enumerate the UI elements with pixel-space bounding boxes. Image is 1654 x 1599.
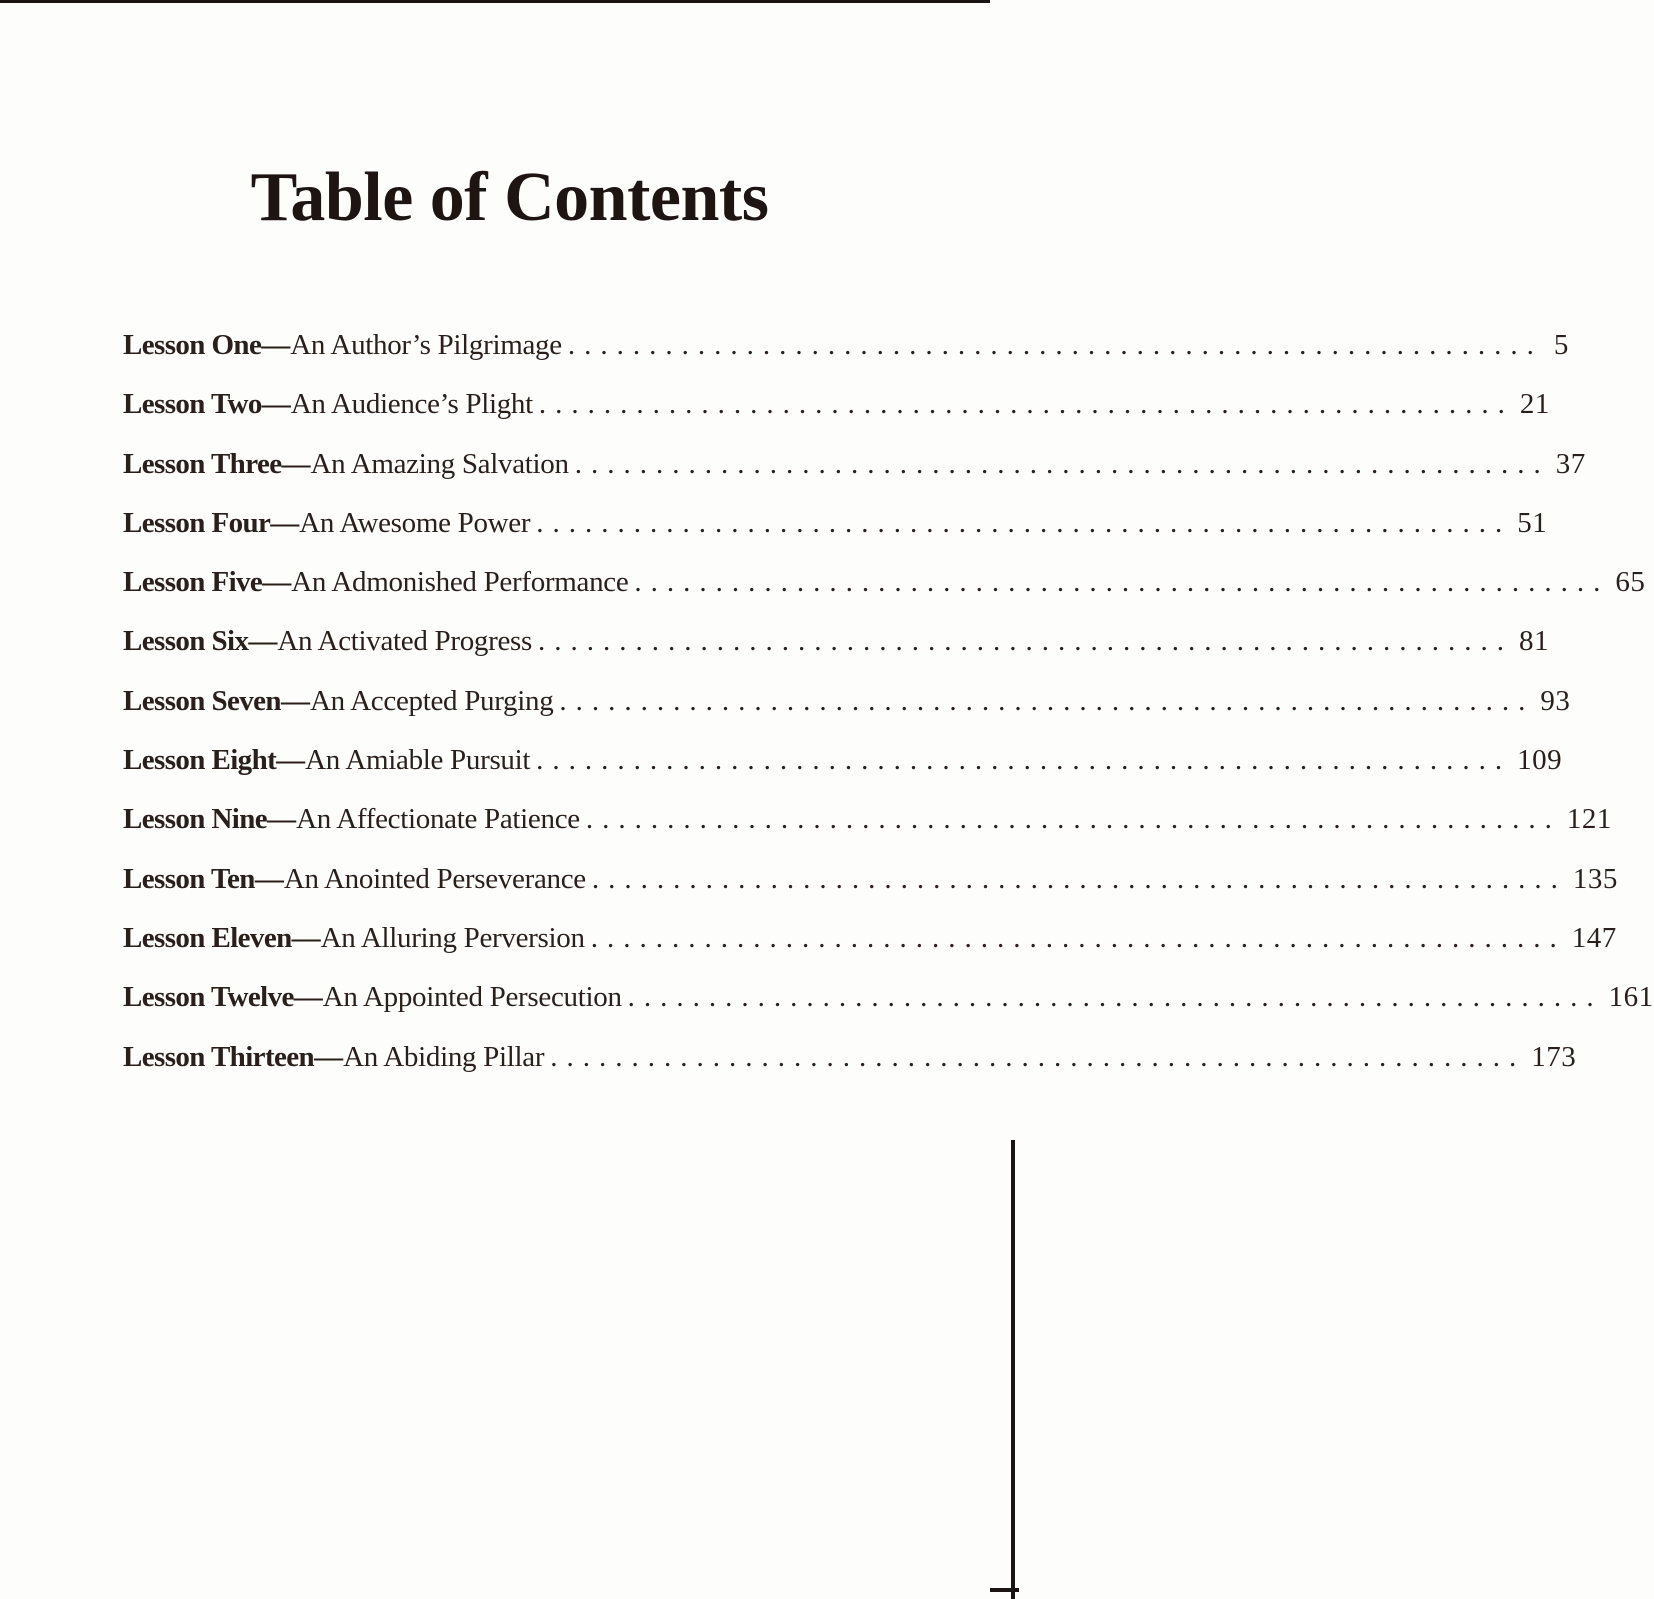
lesson-title: An Amazing Salvation xyxy=(310,447,569,480)
page-top-edge xyxy=(0,0,990,3)
lesson-title: An Alluring Perversion xyxy=(320,921,585,954)
table-of-contents xyxy=(123,329,1654,1100)
dot-leader: ............................................................ xyxy=(536,744,1512,777)
em-dash: — xyxy=(270,506,300,539)
page-number: 173 xyxy=(1531,1040,1577,1073)
dot-leader: ............................................................ xyxy=(585,803,1561,836)
em-dash: — xyxy=(314,1040,344,1073)
toc-entry xyxy=(123,684,1571,744)
em-dash: — xyxy=(248,625,278,658)
toc-entry xyxy=(123,506,1548,566)
page-number: 21 xyxy=(1519,388,1550,421)
lesson-title: An Abiding Pillar xyxy=(343,1040,545,1073)
page-number: 5 xyxy=(1553,329,1569,361)
lesson-title: An Affectionate Patience xyxy=(296,803,580,836)
dot-leader: ............................................................ xyxy=(591,862,1567,895)
dot-leader: ............................................................ xyxy=(538,388,1514,421)
lesson-title: An Admonished Performance xyxy=(291,566,629,599)
toc-entry xyxy=(123,388,1550,447)
page-right-edge xyxy=(1011,1140,1015,1599)
em-dash: — xyxy=(261,329,291,361)
lesson-title: An Awesome Power xyxy=(299,506,531,539)
em-dash: — xyxy=(276,744,306,777)
lesson-number: Lesson Two xyxy=(123,388,262,421)
page-number: 51 xyxy=(1517,506,1548,539)
page-number: 147 xyxy=(1571,921,1617,954)
em-dash: — xyxy=(280,684,310,717)
dot-leader: ............................................................ xyxy=(559,684,1535,717)
toc-entry xyxy=(123,862,1618,922)
em-dash: — xyxy=(261,388,291,421)
lesson-number: Lesson Four xyxy=(123,506,271,539)
toc-entry xyxy=(123,625,1550,684)
em-dash: — xyxy=(291,921,321,954)
lesson-title: An Activated Progress xyxy=(277,625,533,658)
lesson-title: An Amiable Pursuit xyxy=(305,744,531,777)
toc-entry xyxy=(123,803,1612,862)
page-title: Table of Contents xyxy=(250,159,769,236)
lesson-number: Lesson Five xyxy=(123,566,263,599)
dot-leader: ............................................................ xyxy=(634,566,1610,599)
lesson-number: Lesson Eleven xyxy=(123,921,292,954)
page-number: 135 xyxy=(1572,862,1618,895)
page-number: 37 xyxy=(1555,447,1586,480)
toc-entry xyxy=(123,921,1617,981)
toc-entry xyxy=(123,1040,1577,1100)
toc-entry xyxy=(123,447,1586,507)
page-number: 81 xyxy=(1519,625,1550,658)
dot-leader: ............................................................ xyxy=(538,625,1514,658)
toc-entry xyxy=(123,329,1569,388)
dot-leader: ............................................................ xyxy=(627,981,1603,1014)
lesson-title: An Appointed Persecution xyxy=(322,981,622,1014)
lesson-number: Lesson Eight xyxy=(123,744,277,777)
lesson-number: Lesson Twelve xyxy=(123,981,294,1014)
em-dash: — xyxy=(267,803,297,836)
lesson-number: Lesson Thirteen xyxy=(123,1040,315,1073)
lesson-number: Lesson Seven xyxy=(123,684,281,717)
toc-entry xyxy=(123,744,1563,803)
lesson-number: Lesson Six xyxy=(123,625,249,658)
em-dash: — xyxy=(254,862,284,895)
lesson-title: An Anointed Perseverance xyxy=(283,862,586,895)
page-number: 65 xyxy=(1615,566,1646,599)
toc-entry xyxy=(123,566,1646,625)
lesson-number: Lesson Ten xyxy=(123,862,255,895)
lesson-title: An Accepted Purging xyxy=(309,684,554,717)
dot-leader: ............................................................ xyxy=(574,447,1550,480)
page-number: 109 xyxy=(1517,744,1563,777)
lesson-number: Lesson Nine xyxy=(123,803,268,836)
lesson-title: An Audience’s Plight xyxy=(290,388,533,421)
page-bottom-edge xyxy=(990,1588,1019,1592)
em-dash: — xyxy=(262,566,292,599)
page-number: 121 xyxy=(1566,803,1612,836)
lesson-number: Lesson One xyxy=(123,329,262,361)
dot-leader: ............................................................ xyxy=(567,329,1543,361)
em-dash: — xyxy=(293,981,323,1014)
dot-leader: ............................................................ xyxy=(550,1040,1526,1073)
lesson-number: Lesson Three xyxy=(123,447,282,480)
toc-entry xyxy=(123,981,1654,1040)
dot-leader: ............................................................ xyxy=(536,506,1512,539)
page-number: 161 xyxy=(1608,981,1654,1014)
page-number: 93 xyxy=(1540,684,1571,717)
lesson-title: An Author’s Pilgrimage xyxy=(290,329,562,361)
dot-leader: ............................................................ xyxy=(590,921,1566,954)
em-dash: — xyxy=(281,447,311,480)
